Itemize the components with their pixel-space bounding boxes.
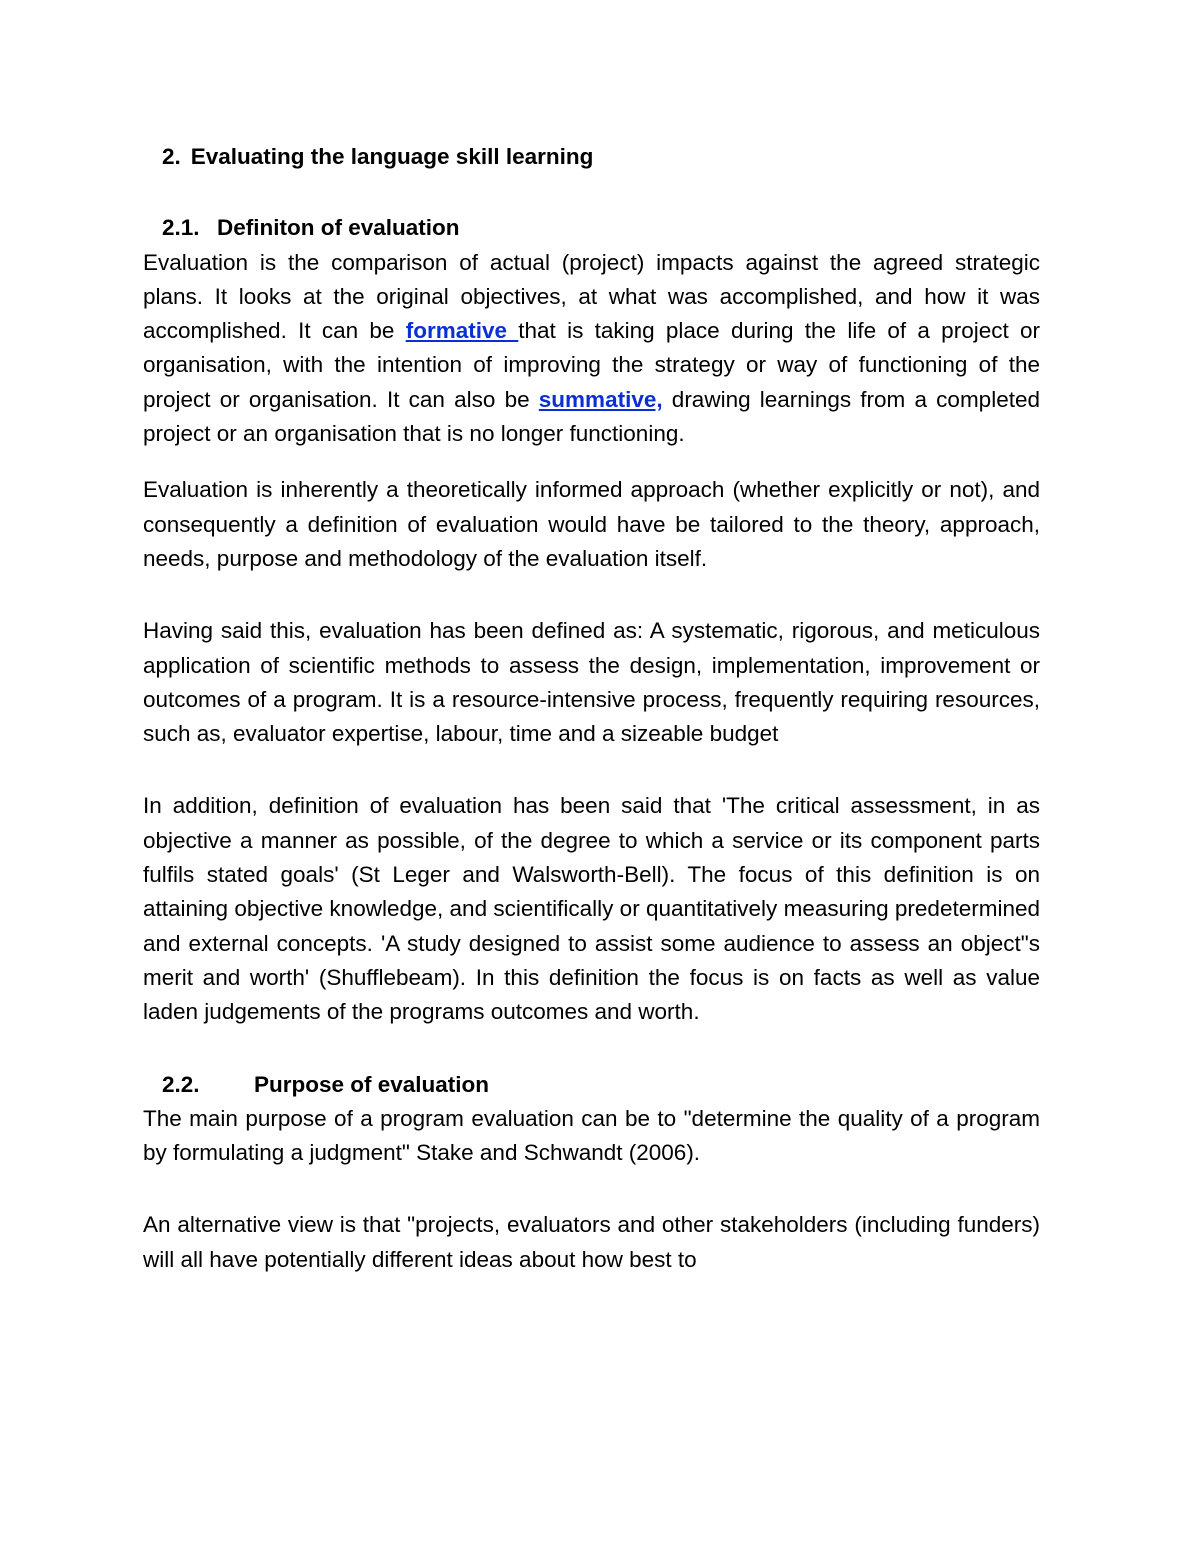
subsection-title: Definiton of evaluation [217,215,460,241]
subsection-heading-2-2 [143,1068,1040,1102]
subsection-number: 2.2. [162,1071,200,1097]
paragraph-systematic: Having said this, evaluation has been defined as: A systematic, rigorous, and meticulous application of scientific methods to assess the design, implementation, improvement or outcomes of a program. It is a resource-intensive process, frequently requiring resources, such as, evaluator expertise, labour, time and a sizeable budget [143,618,1040,747]
paragraph-theory: Evaluation is inherently a theoretically informed approach (whether explicitly or not), and consequently a definition of evaluation would have be tailored to the theory, approach, needs, purpose and methodology of the evaluation itself. [143,477,1040,571]
section-number: 2. [162,144,181,169]
section-heading [143,140,1040,174]
paragraph-purpose: The main purpose of a program evaluation can be to "determine the quality of a program by formulating a judgment" Stake and Schwandt (2006). [143,1105,1040,1166]
subsection-number: 2.1. [162,215,200,241]
formative-link[interactable]: formative [405,318,519,344]
document-page [143,140,1040,1277]
paragraph-text: drawing learnings from a completed project or an organisation that is no longer functioning. [143,386,1040,447]
paragraph-text: Evaluation is the comparison of actual (project) impacts against the agreed strategic plans. It looks at the original objectives, at what was accomplished, and how it was accomplished. It can be [143,249,1040,344]
paragraph-alternative-view: An alternative view is that "projects, evaluators and other stakeholders (including funders) will all have potentially different ideas about how best to [143,1212,1040,1272]
subsection-heading-2-1 [143,211,1040,245]
section-title: Evaluating the language skill learning [190,144,594,169]
paragraph-definition [143,246,1040,452]
paragraph-critical-assessment: In addition, definition of evaluation has been said that 'The critical assessment, in as objective a manner as possible, of the degree to which a service or its component parts fulfils stated goals' (St Leger and Walsworth-Bell). The focus of this definition is on attaining objective knowledge, and scientifically or quantitatively measuring predetermined and external concepts. 'A study designed to assist some audience to assess an object"s merit and worth' (Shufflebeam). In this definition the focus is on facts as well as value laden judgements of the programs outcomes and worth. [143,793,1040,1025]
subsection-title: Purpose of evaluation [254,1071,490,1097]
summative-link[interactable]: summative, [538,386,663,412]
paragraph-text: that is taking place during the life of a project or organisation, with the intention of improving the strategy or way of functioning of the project or organisation. It can also be [143,318,1040,412]
